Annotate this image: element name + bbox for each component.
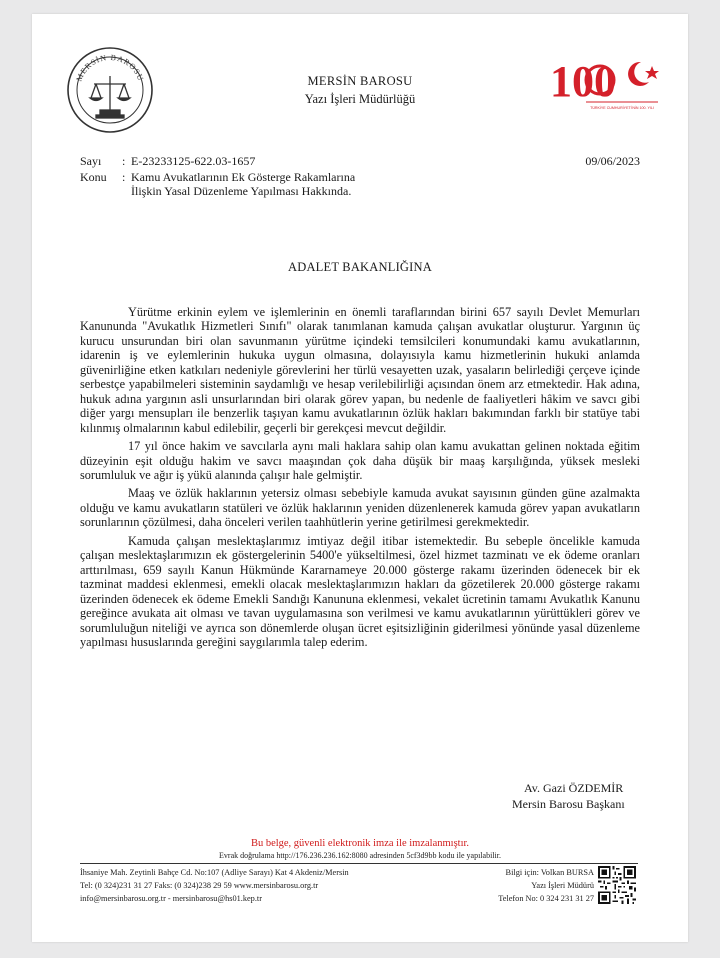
footer-contact-person: Bilgi için: Volkan BURSA <box>505 868 594 877</box>
bar-association-seal <box>66 46 154 134</box>
recipient: ADALET BAKANLIĞINA <box>288 260 432 274</box>
footer-contact-phone: Telefon No: 0 324 231 31 27 <box>498 894 594 903</box>
subject-value: Kamu Avukatlarının Ek Gösterge Rakamlarına İlişkin Yasal Düzenleme Yapılması Hakkında. <box>131 170 356 198</box>
footer-divider <box>80 863 638 864</box>
seal-text: MERSİN BAROSU <box>74 52 146 83</box>
logo-caption: TÜRKİYE CUMHURİYETİ'NİN 100. YILI <box>590 106 654 110</box>
document-date: 09/06/2023 <box>585 154 640 168</box>
subject-colon: : <box>122 170 126 184</box>
signatory-name: Av. Gazi ÖZDEMİR <box>524 781 624 795</box>
signatory-role: Mersin Barosu Başkanı <box>512 797 625 811</box>
number-label: Sayı <box>80 154 102 168</box>
qr-code-icon <box>598 866 636 904</box>
paragraph: Kamuda çalışan meslektaşlarımız imtiyaz değil itibar istemektedir. Bu sebeple öncelikle kamuda çalışan meslektaşlarımızın ek göstergelerinin 5400'e yükseltilmesi, özel hizmet tazminatı ve ek ödeme oranları arttırılması, 659 sayılı Kanun Hükmünde Kararnameye 20.000 gösterge rakamı üzerinden ödenecek bir ek tazminat maddesi eklenmesi, emekli olacak meslektaşlarımızın hakları da gözetilerek 20.000 gösterge rakamı üzerinden ödenecek ek ödeme Emekli Sandığı Kanununa eklenmesi, vekalet ücretinin tamamı Avukatlık Kanunu gereğince avukata ait olması ve tavan uygulamasına son verilmesi ve kamu avukatlarının yürüttükleri görev ve sorumluluğun niteliği ve ayrıca son dönemlerde oluşan ücret eşitsizliğinin giderilmesi yönünde yasal düzenleme yapılması hususlarında gereğini saygılarımla talep ederim. <box>80 533 640 649</box>
paragraph: Maaş ve özlük haklarının yetersiz olması sebebiyle kamuda avukat sayısının günden güne azalmakta olduğu ve kamu avukatların statüleri ve özlük haklarının yeniden düzenlenerek kamuda görev yapan avukatların sorunlarının çözülmesi, daha önceleri verilen taahhütlerin yerine getirilmesi gerekmektedir. <box>80 486 640 530</box>
footer-email: info@mersinbarosu.org.tr - mersinbarosu@hs01.kep.tr <box>80 894 262 903</box>
e-signature-note: Bu belge, güvenli elektronik imza ile imzalanmıştır. <box>250 838 470 849</box>
paragraph: Yürütme erkinin eylem ve işlemlerinin en önemli taraflarından birini 657 sayılı Devlet Memurları Kanununda "Avukatlık Hizmetleri Sınıfı" olarak tanımlanan kamuda çalışan avukatlar oluşturur. Yargının üç kurucu unsurundan biri olan savunmanın yürütme içindeki temsilcileri konumundaki kamu avukatlarının, idarenin iş ve eylemlerinin hukuka uygun olmasına, dolayısıyla kamu hizmetlerinin hukuki anlamda güvenirliğine etken katkıları nedeniyle görevlerini her türlü vesayetten uzak, yasaların belirlediği çerçeve içinde serbestçe yapabilmeleri sisteminin saydamlığı ve hesap verilebilirliği açısından önem arz etmektedir. Hak adına, hukuk adına yargının asli unsurlarından biri olarak görev yapan, bu nedenle de faaliyetleri hâkim ve savcı gibi diğer yargı mensupları ile benzerlik taşıyan kamu avukatlarının özlük hakları bakımından farklı bir statüye tabi kılınmış olmalarının kabul edilebilir, geçerli bir gerekçesi mevcut değildir. <box>80 305 640 435</box>
number-colon: : <box>122 154 126 168</box>
footer-contact-title: Yazı İşleri Müdürü <box>531 881 594 890</box>
org-title: MERSİN BAROSU <box>307 74 413 88</box>
dept-title: Yazı İşleri Müdürlüğü <box>304 92 416 106</box>
paragraph: 17 yıl önce hakim ve savcılarla aynı mali haklara sahip olan kamu avukattan gelinen noktada eğitim düzeyinin eşit olduğu hakim ve savcı maaşından çok daha düşük bir maaş karşılığında, yüksek mesleki sorumluluk ve ağır iş yükü alanında çalışır hale gelmiştir. <box>80 439 640 482</box>
footer-address: İhsaniye Mah. Zeytinli Bahçe Cd. No:107 (Adliye Sarayı) Kat 4 Akdeniz/Mersin <box>80 868 349 877</box>
subject-label: Konu <box>80 170 107 184</box>
verification-note: Evrak doğrulama http://176.236.236.162:8080 adresinden 5cf3d9bb kodu ile yapılabilir. <box>219 851 501 860</box>
footer-phone: Tel: (0 324)231 31 27 Faks: (0 324)238 29 59 www.mersinbarosu.org.tr <box>80 881 319 890</box>
letter-body <box>80 305 640 653</box>
logo-number: 100 <box>550 57 616 106</box>
number-value: E-23233125-622.03-1657 <box>131 154 256 168</box>
